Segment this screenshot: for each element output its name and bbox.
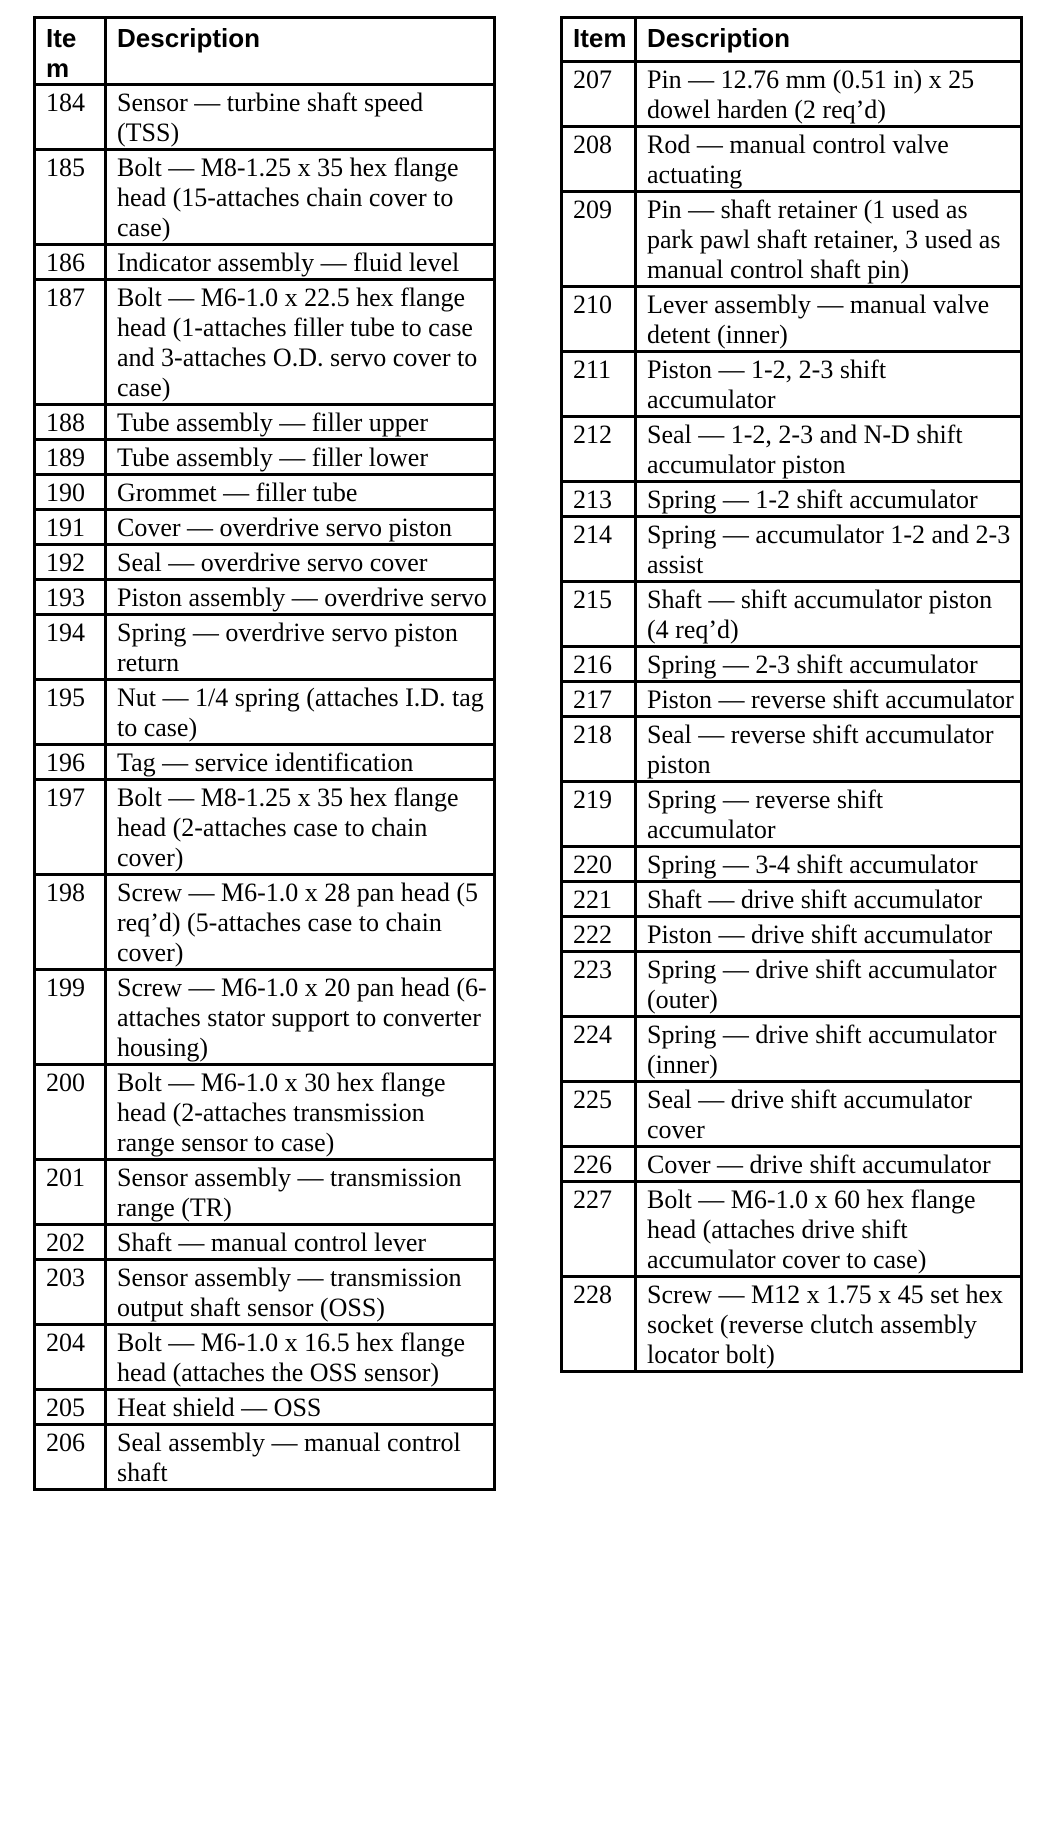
description-cell: Heat shield — OSS [106, 1390, 495, 1425]
item-number-cell: 199 [35, 970, 106, 1065]
table-row [35, 475, 495, 510]
item-number-cell: 226 [562, 1147, 636, 1182]
description-cell: Seal — overdrive servo cover [106, 545, 495, 580]
table-row [562, 62, 1022, 127]
item-number-cell: 213 [562, 482, 636, 517]
item-number-cell: 200 [35, 1065, 106, 1160]
item-number-cell: 228 [562, 1277, 636, 1372]
description-cell: Spring — 2-3 shift accumulator [636, 647, 1022, 682]
table-row [35, 510, 495, 545]
table-row [35, 85, 495, 150]
description-cell: Cover — overdrive servo piston [106, 510, 495, 545]
table-row [35, 440, 495, 475]
table-row [35, 970, 495, 1065]
item-number-cell: 204 [35, 1325, 106, 1390]
table-row [35, 1160, 495, 1225]
item-number-cell: 195 [35, 680, 106, 745]
description-cell: Indicator assembly — fluid level [106, 245, 495, 280]
description-column-header: Description [636, 18, 1022, 62]
item-number-cell: 216 [562, 647, 636, 682]
table-row [562, 647, 1022, 682]
table-row [562, 417, 1022, 482]
item-number-cell: 201 [35, 1160, 106, 1225]
item-number-cell: 207 [562, 62, 636, 127]
table-row [35, 1260, 495, 1325]
table-row [35, 1325, 495, 1390]
item-number-cell: 225 [562, 1082, 636, 1147]
table-row [35, 405, 495, 440]
description-cell: Shaft — drive shift accumulator [636, 882, 1022, 917]
item-number-cell: 192 [35, 545, 106, 580]
item-number-cell: 203 [35, 1260, 106, 1325]
table-row [562, 1082, 1022, 1147]
item-column-header: Item [562, 18, 636, 62]
description-cell: Spring — 3-4 shift accumulator [636, 847, 1022, 882]
table-row [35, 680, 495, 745]
table-row [562, 127, 1022, 192]
table-row [562, 1182, 1022, 1277]
table-row [562, 682, 1022, 717]
description-cell: Spring — drive shift accumulator (inner) [636, 1017, 1022, 1082]
description-cell: Shaft — manual control lever [106, 1225, 495, 1260]
item-number-cell: 194 [35, 615, 106, 680]
item-number-cell: 198 [35, 875, 106, 970]
table-row [562, 582, 1022, 647]
table-row [562, 882, 1022, 917]
item-number-cell: 206 [35, 1425, 106, 1490]
description-cell: Bolt — M6-1.0 x 30 hex flange head (2-attaches transmission range sensor to case) [106, 1065, 495, 1160]
item-number-cell: 219 [562, 782, 636, 847]
description-cell: Shaft — shift accumulator piston (4 req’d) [636, 582, 1022, 647]
header-row [562, 18, 1022, 62]
table-row [35, 1065, 495, 1160]
description-cell: Spring — accumulator 1-2 and 2-3 assist [636, 517, 1022, 582]
table-row [562, 352, 1022, 417]
item-number-cell: 208 [562, 127, 636, 192]
description-cell: Screw — M12 x 1.75 x 45 set hex socket (reverse clutch assembly locator bolt) [636, 1277, 1022, 1372]
item-number-cell: 223 [562, 952, 636, 1017]
table-row [562, 847, 1022, 882]
table-row [562, 952, 1022, 1017]
table-row [562, 1277, 1022, 1372]
item-number-cell: 222 [562, 917, 636, 952]
description-cell: Spring — 1-2 shift accumulator [636, 482, 1022, 517]
description-cell: Lever assembly — manual valve detent (inner) [636, 287, 1022, 352]
item-number-cell: 189 [35, 440, 106, 475]
table-row [35, 280, 495, 405]
description-cell: Spring — reverse shift accumulator [636, 782, 1022, 847]
table-row [35, 580, 495, 615]
description-cell: Spring — drive shift accumulator (outer) [636, 952, 1022, 1017]
table-row [562, 782, 1022, 847]
table-row [562, 1017, 1022, 1082]
description-cell: Tag — service identification [106, 745, 495, 780]
description-cell: Bolt — M8-1.25 x 35 hex flange head (15-attaches chain cover to case) [106, 150, 495, 245]
table-row [35, 150, 495, 245]
table-row [35, 1425, 495, 1490]
item-number-cell: 211 [562, 352, 636, 417]
item-number-cell: 210 [562, 287, 636, 352]
description-cell: Bolt — M8-1.25 x 35 hex flange head (2-attaches case to chain cover) [106, 780, 495, 875]
item-number-cell: 209 [562, 192, 636, 287]
description-cell: Pin — shaft retainer (1 used as park pawl shaft retainer, 3 used as manual control shaft pin) [636, 192, 1022, 287]
item-number-cell: 224 [562, 1017, 636, 1082]
description-cell: Seal — 1-2, 2-3 and N-D shift accumulator piston [636, 417, 1022, 482]
description-cell: Tube assembly — filler lower [106, 440, 495, 475]
item-number-cell: 218 [562, 717, 636, 782]
table-row [562, 287, 1022, 352]
description-cell: Sensor — turbine shaft speed (TSS) [106, 85, 495, 150]
description-cell: Grommet — filler tube [106, 475, 495, 510]
item-number-cell: 188 [35, 405, 106, 440]
table-row [35, 545, 495, 580]
description-cell: Screw — M6-1.0 x 20 pan head (6-attaches stator support to converter housing) [106, 970, 495, 1065]
description-cell: Seal — drive shift accumulator cover [636, 1082, 1022, 1147]
table-row [562, 717, 1022, 782]
description-cell: Seal — reverse shift accumulator piston [636, 717, 1022, 782]
description-cell: Sensor assembly — transmission range (TR) [106, 1160, 495, 1225]
item-number-cell: 196 [35, 745, 106, 780]
description-cell: Bolt — M6-1.0 x 60 hex flange head (attaches drive shift accumulator cover to case) [636, 1182, 1022, 1277]
table-row [35, 1390, 495, 1425]
table-row [562, 192, 1022, 287]
item-column-header: Item [35, 18, 106, 85]
description-column-header: Description [106, 18, 495, 85]
description-cell: Piston assembly — overdrive servo [106, 580, 495, 615]
item-number-cell: 202 [35, 1225, 106, 1260]
table-row [562, 482, 1022, 517]
parts-table-left [33, 16, 496, 1491]
table-row [35, 875, 495, 970]
description-cell: Seal assembly — manual control shaft [106, 1425, 495, 1490]
item-number-cell: 227 [562, 1182, 636, 1277]
table-row [562, 1147, 1022, 1182]
description-cell: Cover — drive shift accumulator [636, 1147, 1022, 1182]
description-cell: Piston — reverse shift accumulator [636, 682, 1022, 717]
item-number-cell: 212 [562, 417, 636, 482]
item-number-cell: 205 [35, 1390, 106, 1425]
item-number-cell: 186 [35, 245, 106, 280]
parts-table-right-body [562, 62, 1022, 1372]
description-cell: Screw — M6-1.0 x 28 pan head (5 req’d) (5-attaches case to chain cover) [106, 875, 495, 970]
table-row [35, 615, 495, 680]
item-number-cell: 221 [562, 882, 636, 917]
description-cell: Piston — 1-2, 2-3 shift accumulator [636, 352, 1022, 417]
description-cell: Pin — 12.76 mm (0.51 in) x 25 dowel harden (2 req’d) [636, 62, 1022, 127]
item-number-cell: 220 [562, 847, 636, 882]
item-number-cell: 217 [562, 682, 636, 717]
item-number-cell: 215 [562, 582, 636, 647]
item-number-cell: 187 [35, 280, 106, 405]
table-row [35, 780, 495, 875]
item-number-cell: 214 [562, 517, 636, 582]
table-row [35, 1225, 495, 1260]
header-row [35, 18, 495, 85]
item-number-cell: 190 [35, 475, 106, 510]
parts-table-left-body [35, 85, 495, 1490]
description-cell: Nut — 1/4 spring (attaches I.D. tag to case) [106, 680, 495, 745]
description-cell: Bolt — M6-1.0 x 22.5 hex flange head (1-attaches filler tube to case and 3-attaches O.D. servo cover to case) [106, 280, 495, 405]
table-row [35, 745, 495, 780]
item-number-cell: 184 [35, 85, 106, 150]
item-number-cell: 185 [35, 150, 106, 245]
description-cell: Rod — manual control valve actuating [636, 127, 1022, 192]
table-row [35, 245, 495, 280]
parts-table-right [560, 16, 1023, 1373]
item-number-cell: 193 [35, 580, 106, 615]
description-cell: Spring — overdrive servo piston return [106, 615, 495, 680]
description-cell: Piston — drive shift accumulator [636, 917, 1022, 952]
description-cell: Tube assembly — filler upper [106, 405, 495, 440]
table-row [562, 917, 1022, 952]
item-number-cell: 197 [35, 780, 106, 875]
description-cell: Bolt — M6-1.0 x 16.5 hex flange head (attaches the OSS sensor) [106, 1325, 495, 1390]
item-number-cell: 191 [35, 510, 106, 545]
table-row [562, 517, 1022, 582]
description-cell: Sensor assembly — transmission output shaft sensor (OSS) [106, 1260, 495, 1325]
